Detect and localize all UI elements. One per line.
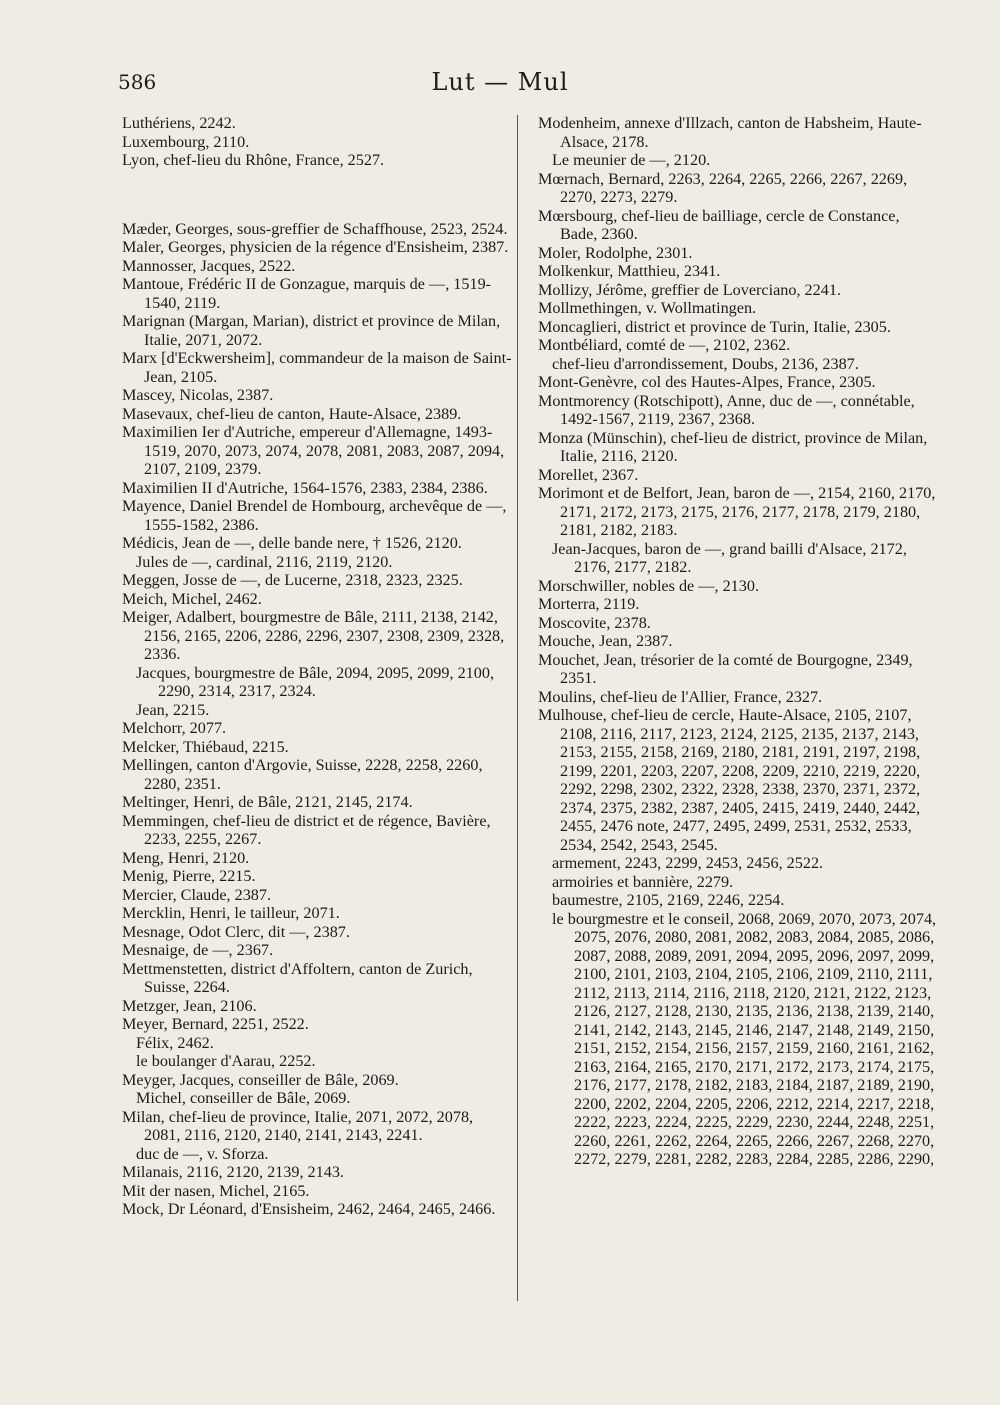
index-entry: Morellet, 2367. bbox=[538, 465, 639, 484]
running-head: Lut — Mul bbox=[431, 68, 569, 96]
index-entry: Montbéliard, comté de —, 2102, 2362. bbox=[538, 336, 791, 354]
index-entry: Melchorr, 2077. bbox=[122, 719, 227, 738]
index-subentry: baumestre, 2105, 2169, 2246, 2254. bbox=[552, 891, 785, 909]
index-entry: Mettmenstetten, district d'Affoltern, canton de Zurich, Suisse, 2264. bbox=[122, 959, 473, 997]
index-entry: Meggen, Josse de —, de Lucerne, 2318, 2323, 2325. bbox=[122, 571, 463, 590]
index-entry: Mouche, Jean, 2387. bbox=[538, 632, 673, 650]
index-entry: Maximilien Ier d'Autriche, empereur d'Allemagne, 1493-1519, 2070, 2073, 2074, 2078, 2081, 2083, 2087, 2094, 2107, 2109, 2379. bbox=[122, 423, 505, 479]
index-subentry: le bourgmestre et le conseil, 2068, 2069, 2070, 2073, 2074, 2075, 2076, 2080, 2081, 2082, 2083, 2084, 2085, 2086, 2087, 2088, 2089, 2091, 2094, 2095, 2096, 2097, 2099, 2100, 2101, 2103, 2104, 2105, 2106, 2109, 2110, 2111, 2112, 2113, 2114, 2116, 2118, 2120, 2121, 2122, 2123, 2126, 2127, 2128, 2130, 2135, 2136, 2138, 2139, 2140, 2141, 2142, 2143, 2145, 2146, 2147, 2148, 2149, 2150, 2151, 2152, 2154, 2156, 2157, 2159, 2160, 2161, 2162, 2163, 2164, 2165, 2170, 2171, 2172, 2173, 2174, 2175, 2176, 2177, 2178, 2182, 2183, 2184, 2187, 2189, 2190, 2200, 2202, 2204, 2205, 2206, 2212, 2214, 2217, 2218, 2222, 2223, 2224, 2225, 2229, 2230, 2244, 2248, 2251, 2260, 2261, 2262, 2264, 2265, 2266, 2267, 2268, 2270, 2272, 2279, 2281, 2282, 2283, 2284, 2285, 2286, 2290, bbox=[552, 909, 937, 1168]
index-entry: Morschwiller, nobles de —, 2130. bbox=[538, 576, 759, 595]
index-gap bbox=[122, 186, 512, 204]
index-subentry: Jean, 2215. bbox=[136, 700, 210, 719]
index-entry: Molkenkur, Matthieu, 2341. bbox=[538, 262, 721, 280]
index-entry: Meyger, Jacques, conseiller de Bâle, 2069. bbox=[122, 1070, 399, 1089]
index-entry: Mœrsbourg, chef-lieu de bailliage, cercle de Constance, Bade, 2360. bbox=[538, 206, 900, 243]
index-entry: Mœrnach, Bernard, 2263, 2264, 2265, 2266, 2267, 2269, 2270, 2273, 2279. bbox=[538, 169, 908, 206]
page-number: 586 bbox=[118, 70, 157, 94]
index-column-left bbox=[122, 114, 512, 1219]
index-entry: Luxembourg, 2110. bbox=[122, 132, 250, 151]
index-entry: Luthériens, 2242. bbox=[122, 114, 236, 132]
index-subentry: Le meunier de —, 2120. bbox=[552, 151, 711, 169]
index-entry: Masevaux, chef-lieu de canton, Haute-Alsace, 2389. bbox=[122, 404, 462, 423]
index-entry: Moulins, chef-lieu de l'Allier, France, 2327. bbox=[538, 687, 823, 706]
index-entry: Meng, Henri, 2120. bbox=[122, 848, 250, 867]
index-entry: Mantoue, Frédéric II de Gonzague, marquis de —, 1519-1540, 2119. bbox=[122, 275, 492, 312]
index-entry: Mesnaige, de —, 2367. bbox=[122, 941, 274, 960]
index-subentry: chef-lieu d'arrondissement, Doubs, 2136, 2387. bbox=[552, 354, 859, 373]
index-entry: Mercier, Claude, 2387. bbox=[122, 885, 272, 904]
index-subentry: armement, 2243, 2299, 2453, 2456, 2522. bbox=[552, 854, 824, 872]
index-entry: Mont-Genèvre, col des Hautes-Alpes, France, 2305. bbox=[538, 373, 876, 391]
index-entry: Mæder, Georges, sous-greffier de Schaffhouse, 2523, 2524. bbox=[122, 219, 508, 238]
index-subentry: duc de —, v. Sforza. bbox=[136, 1144, 269, 1163]
index-entry: Maximilien II d'Autriche, 1564-1576, 2383, 2384, 2386. bbox=[122, 478, 488, 497]
index-entry: Mellingen, canton d'Argovie, Suisse, 2228, 2258, 2260, 2280, 2351. bbox=[122, 756, 483, 793]
index-entry: Marx [d'Eckwersheim], commandeur de la maison de Saint-Jean, 2105. bbox=[122, 349, 512, 386]
index-column-right bbox=[538, 114, 938, 1169]
index-entry: Monza (Münschin), chef-lieu de district, province de Milan, Italie, 2116, 2120. bbox=[538, 428, 928, 465]
index-subentry: Félix, 2462. bbox=[136, 1033, 214, 1052]
index-entry: Montmorency (Rotschipott), Anne, duc de —, connétable, 1492-1567, 2119, 2367, 2368. bbox=[538, 391, 915, 428]
index-subentry: Michel, conseiller de Bâle, 2069. bbox=[136, 1089, 351, 1108]
index-entry: Mulhouse, chef-lieu de cercle, Haute-Alsace, 2105, 2107, 2108, 2116, 2117, 2123, 2124, 2125, 2135, 2137, 2143, 2153, 2155, 2158, 2169, 2180, 2181, 2191, 2197, 2198, 2199, 2201, 2203, 2207, 2208, 2209, 2210, 2219, 2220, 2292, 2298, 2302, 2322, 2328, 2338, 2370, 2371, 2372, 2374, 2375, 2382, 2387, 2405, 2415, 2419, 2440, 2442, 2455, 2476 note, 2477, 2495, 2499, 2531, 2532, 2533, 2534, 2542, 2543, 2545. bbox=[538, 706, 921, 854]
index-subentry: Jean-Jacques, baron de —, grand bailli d'Alsace, 2172, 2176, 2177, 2182. bbox=[552, 539, 907, 576]
index-entry: Mollizy, Jérôme, greffier de Loverciano, 2241. bbox=[538, 280, 841, 299]
index-entry: Meyer, Bernard, 2251, 2522. bbox=[122, 1015, 309, 1034]
column-divider bbox=[517, 115, 518, 1301]
index-entry: Mollmethingen, v. Wollmatingen. bbox=[538, 299, 757, 317]
index-subentry: le boulanger d'Aarau, 2252. bbox=[136, 1052, 316, 1071]
index-entry: Mouchet, Jean, trésorier de la comté de Bourgogne, 2349, 2351. bbox=[538, 650, 913, 687]
index-entry: Morimont et de Belfort, Jean, baron de —, 2154, 2160, 2170, 2171, 2172, 2173, 2175, 2176, 2177, 2178, 2179, 2180, 2181, 2182, 2183. bbox=[538, 484, 936, 539]
index-subentry: Jules de —, cardinal, 2116, 2119, 2120. bbox=[136, 552, 393, 571]
index-entry: Mit der nasen, Michel, 2165. bbox=[122, 1181, 310, 1200]
index-entry: Melcker, Thiébaud, 2215. bbox=[122, 737, 289, 756]
index-entry: Memmingen, chef-lieu de district et de régence, Bavière, 2233, 2255, 2267. bbox=[122, 811, 491, 849]
index-entry: Mascey, Nicolas, 2387. bbox=[122, 386, 274, 405]
index-entry: Marignan (Margan, Marian), district et province de Milan, Italie, 2071, 2072. bbox=[122, 312, 501, 349]
index-entry: Menig, Pierre, 2215. bbox=[122, 867, 256, 886]
index-entry: Mannosser, Jacques, 2522. bbox=[122, 256, 296, 275]
index-entry: Mock, Dr Léonard, d'Ensisheim, 2462, 2464, 2465, 2466. bbox=[122, 1200, 496, 1219]
index-entry: Meltinger, Henri, de Bâle, 2121, 2145, 2174. bbox=[122, 793, 413, 812]
index-entry: Meich, Michel, 2462. bbox=[122, 589, 262, 608]
index-entry: Lyon, chef-lieu du Rhône, France, 2527. bbox=[122, 151, 385, 169]
index-entry: Médicis, Jean de —, delle bande nere, † 1526, 2120. bbox=[122, 534, 462, 553]
index-entry: Milanais, 2116, 2120, 2139, 2143. bbox=[122, 1163, 344, 1182]
index-subentry: armoiries et bannière, 2279. bbox=[552, 872, 734, 891]
index-entry: Morterra, 2119. bbox=[538, 595, 640, 613]
index-entry: Moncaglieri, district et province de Turin, Italie, 2305. bbox=[538, 317, 891, 336]
index-entry: Maler, Georges, physicien de la régence d'Ensisheim, 2387. bbox=[122, 238, 509, 257]
index-entry: Metzger, Jean, 2106. bbox=[122, 996, 257, 1015]
index-entry: Modenheim, annexe d'Illzach, canton de Habsheim, Haute-Alsace, 2178. bbox=[538, 114, 922, 151]
index-entry: Moscovite, 2378. bbox=[538, 613, 651, 632]
index-subentry: Jacques, bourgmestre de Bâle, 2094, 2095, 2099, 2100, 2290, 2314, 2317, 2324. bbox=[136, 663, 495, 701]
index-entry: Mercklin, Henri, le tailleur, 2071. bbox=[122, 904, 340, 923]
index-entry: Mayence, Daniel Brendel de Hombourg, archevêque de —, 1555-1582, 2386. bbox=[122, 497, 507, 534]
index-entry: Meiger, Adalbert, bourgmestre de Bâle, 2111, 2138, 2142, 2156, 2165, 2206, 2286, 2296, 2307, 2308, 2309, 2328, 2336. bbox=[122, 608, 505, 664]
index-entry: Milan, chef-lieu de province, Italie, 2071, 2072, 2078, 2081, 2116, 2120, 2140, 2141, 2143, 2241. bbox=[122, 1107, 474, 1145]
index-entry: Moler, Rodolphe, 2301. bbox=[538, 243, 693, 262]
index-entry: Mesnage, Odot Clerc, dit —, 2387. bbox=[122, 922, 350, 941]
